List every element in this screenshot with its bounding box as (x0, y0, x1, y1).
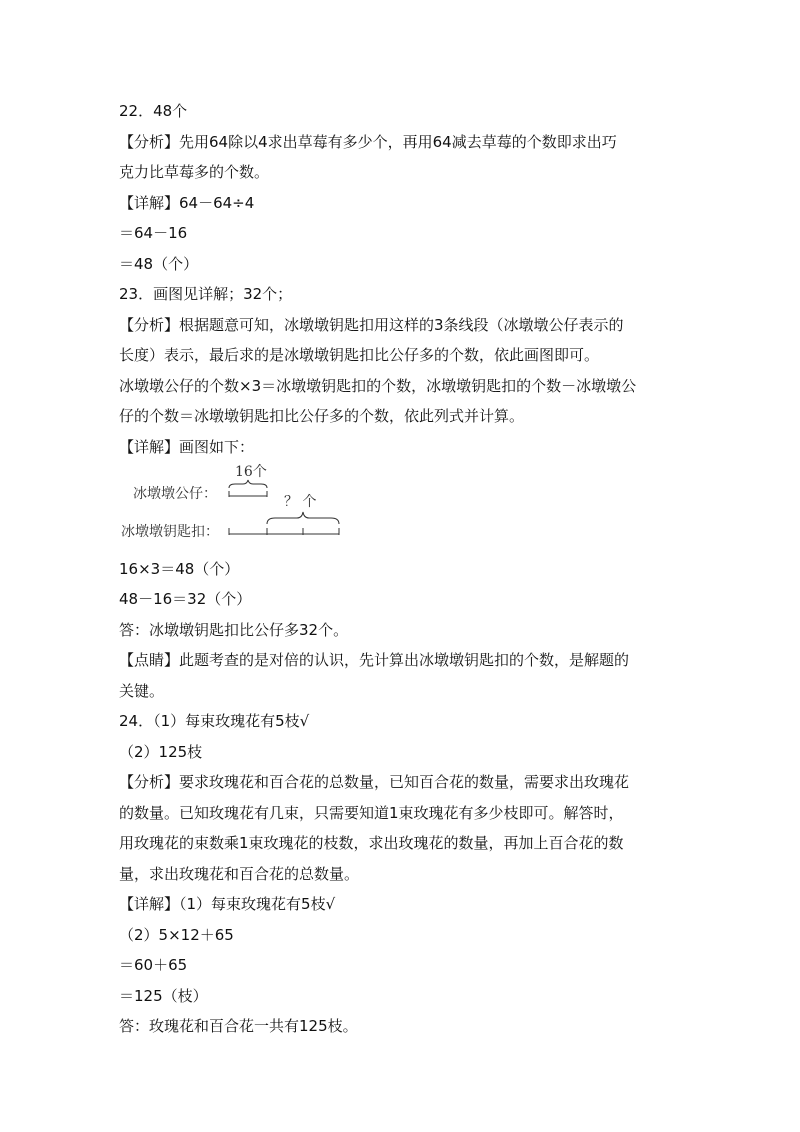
analysis-23-line-2: 长度）表示，最后求的是冰墩墩钥匙扣比公仔多的个数，依此画图即可。 (119, 346, 600, 364)
analysis-22-line-2: 克力比草莓多的个数。 (119, 163, 270, 181)
diagram-row2-label: 冰墩墩钥匙扣： (121, 524, 219, 540)
detail-23-calc-1: 16×3＝48（个） (119, 560, 240, 578)
detail-24-line-1: 【详解】（1）每束玫瑰花有5枝√ (119, 895, 336, 913)
brace-16 (229, 480, 267, 488)
detail-23-line-1: 【详解】画图如下： (119, 438, 255, 456)
answer-23-conclusion: 答：冰墩墩钥匙扣比公仔多32个。 (119, 621, 349, 639)
answer-24-part-1: 24．（1）每束玫瑰花有5枝√ (119, 712, 310, 730)
analysis-24-line-2: 的数量。已知玫瑰花有几束，只需要知道1束玫瑰花有多少枝即可。解答时， (119, 804, 624, 822)
remark-23-line-2: 关键。 (119, 682, 165, 700)
detail-22-line-1: 【详解】64－64÷4 (119, 194, 255, 212)
answer-22-header: 22．48个 (119, 102, 188, 120)
answer-24-part-2: （2）125枝 (119, 743, 203, 761)
answer-24-conclusion: 答：玫瑰花和百合花一共有125枝。 (119, 1017, 358, 1035)
brace-question (267, 512, 339, 524)
analysis-24-line-4: 量，求出玫瑰花和百合花的总数量。 (119, 865, 360, 883)
analysis-24-line-3: 用玫瑰花的束数乘1束玫瑰花的枝数，求出玫瑰花的数量，再加上百合花的数 (119, 834, 624, 852)
detail-24-line-3: ＝60＋65 (119, 956, 188, 974)
detail-24-line-4: ＝125（枝） (119, 987, 208, 1005)
analysis-22-line-1: 【分析】先用64除以4求出草莓有多少个，再用64减去草莓的个数即求出巧 (119, 133, 617, 151)
analysis-23-line-1: 【分析】根据题意可知，冰墩墩钥匙扣用这样的3条线段（冰墩墩公仔表示的 (119, 316, 624, 334)
answer-23-header: 23．画图见详解；32个； (119, 285, 293, 303)
analysis-23-line-4: 仔的个数＝冰墩墩钥匙扣比公仔多的个数，依此列式并计算。 (119, 407, 525, 425)
detail-23-calc-2: 48－16＝32（个） (119, 590, 252, 608)
diagram-row1-label: 冰墩墩公仔： (133, 486, 217, 502)
detail-22-line-3: ＝48（个） (119, 255, 199, 273)
diagram-question-label: ？ 个 (284, 494, 317, 510)
remark-23-line-1: 【点睛】此题考查的是对倍的认识，先计算出冰墩墩钥匙扣的个数，是解题的 (119, 651, 630, 669)
analysis-24-line-1: 【分析】要求玫瑰花和百合花的总数量，已知百合花的数量，需要求出玫瑰花 (119, 773, 630, 791)
diagram-top-label: 16个 (235, 464, 267, 480)
detail-22-line-2: ＝64－16 (119, 224, 188, 242)
analysis-23-line-3: 冰墩墩公仔的个数×3＝冰墩墩钥匙扣的个数，冰墩墩钥匙扣的个数－冰墩墩公 (119, 377, 637, 395)
line-segment-diagram (119, 460, 419, 544)
detail-24-line-2: （2）5×12＋65 (119, 926, 234, 944)
